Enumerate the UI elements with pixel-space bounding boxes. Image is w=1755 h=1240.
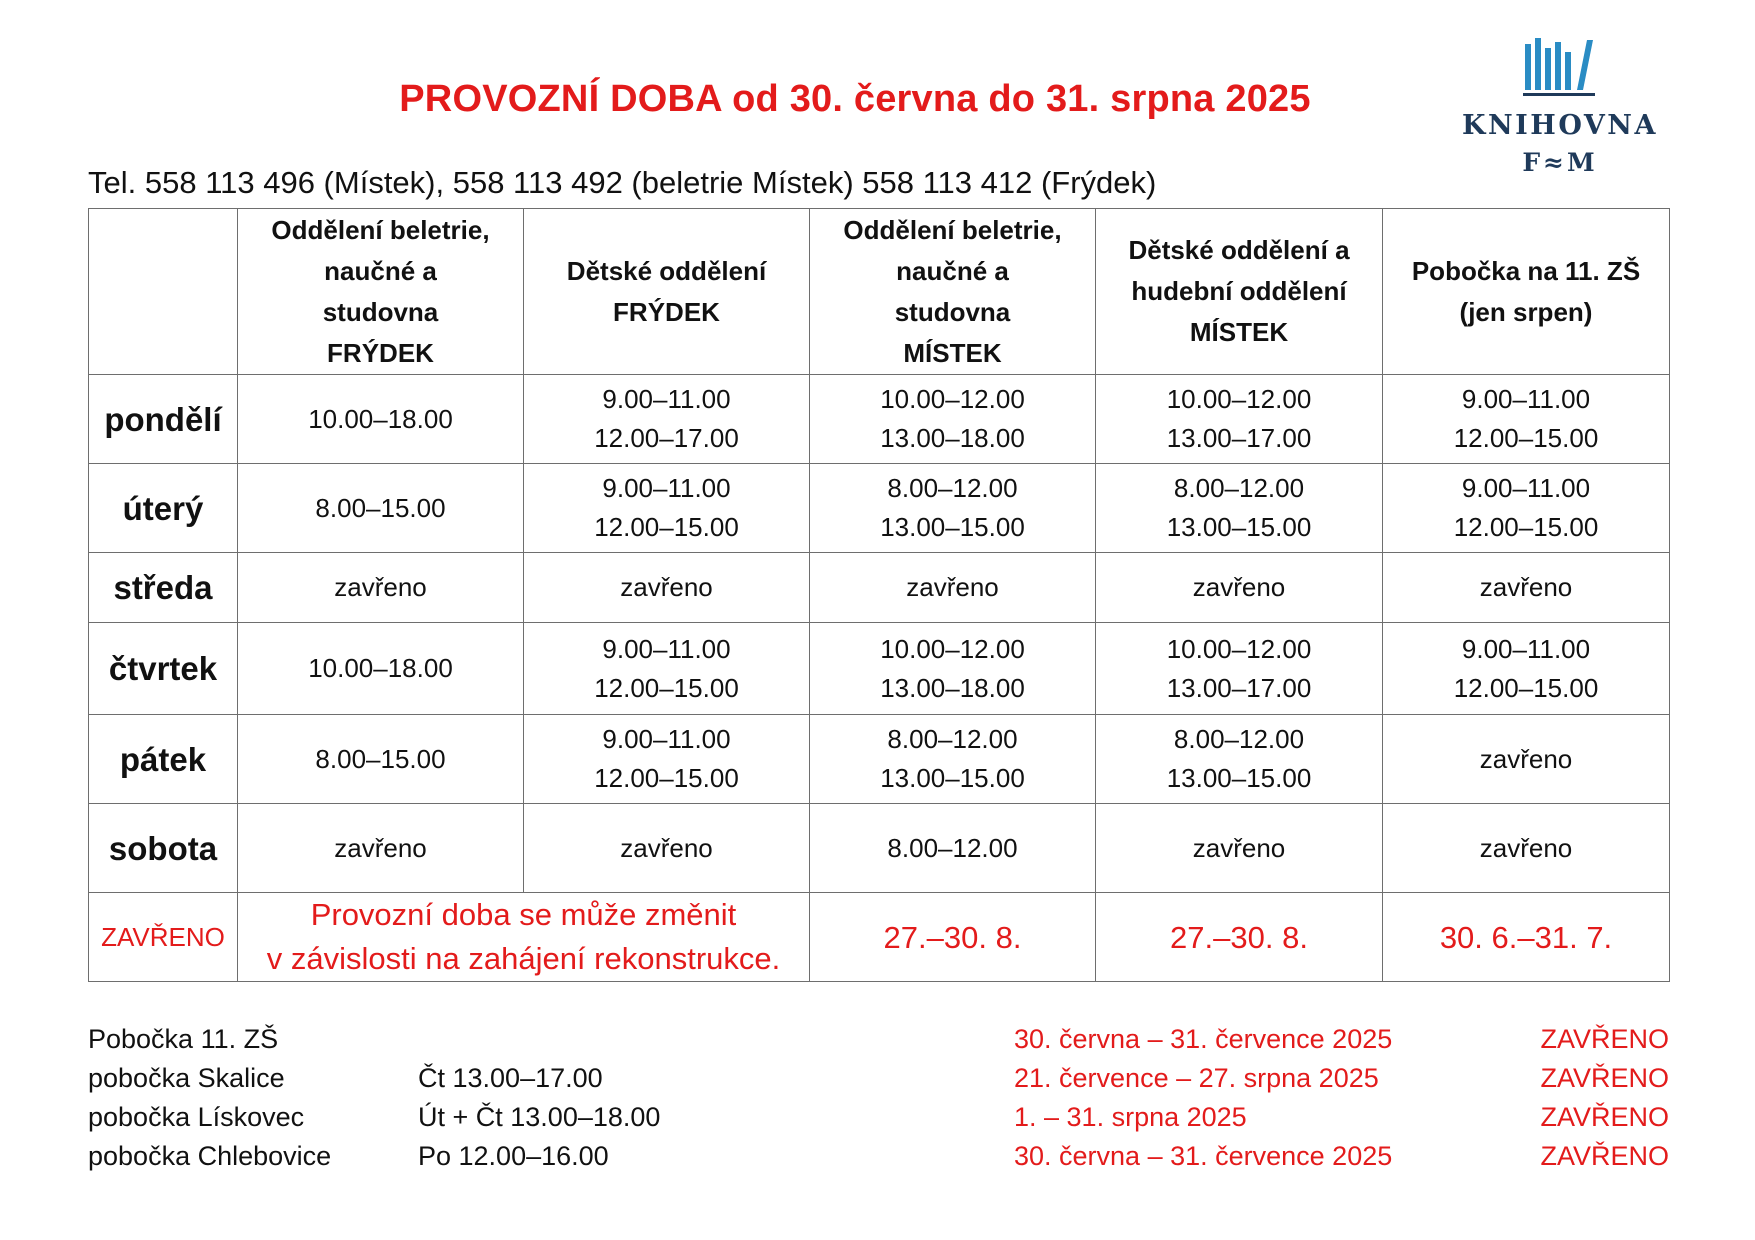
hours-cell: zavřeno: [1096, 804, 1383, 893]
list-item: [88, 1141, 1669, 1180]
branch-closed-period: 1. – 31. srpna 2025: [1014, 1102, 1247, 1132]
list-item: [88, 1024, 1669, 1063]
table-row: [89, 804, 1670, 893]
logo-name: KNIHOVNA: [1462, 110, 1658, 141]
branches-list: [88, 1024, 1669, 1180]
hours-cell: zavřeno: [238, 804, 524, 893]
branch-hours: Čt 13.00–17.00: [418, 1063, 603, 1093]
hours-cell: 10.00–18.00: [238, 375, 524, 464]
day-label: čtvrtek: [89, 623, 238, 715]
table-header-row: [89, 209, 1670, 375]
hours-cell: zavřeno: [1096, 553, 1383, 623]
table-row: [89, 375, 1670, 464]
hours-cell: 8.00–12.00 13.00–15.00: [810, 715, 1096, 804]
hours-cell: zavřeno: [810, 553, 1096, 623]
hours-cell: 8.00–12.00 13.00–15.00: [810, 464, 1096, 553]
list-item: [88, 1063, 1669, 1102]
closed-range: 27.–30. 8.: [1096, 893, 1383, 982]
reconstruction-note: Provozní doba se může změnit v závislosti na zahájení rekonstrukce.: [238, 893, 810, 982]
books-logo-icon: [1523, 36, 1597, 98]
branch-closed-period: 30. června – 31. července 2025: [1014, 1024, 1393, 1054]
header-cell: Pobočka na 11. ZŠ (jen srpen): [1383, 209, 1670, 375]
hours-cell: zavřeno: [524, 804, 810, 893]
hours-cell: 8.00–12.00 13.00–15.00: [1096, 464, 1383, 553]
hours-cell: 9.00–11.00 12.00–17.00: [524, 375, 810, 464]
table-row: [89, 464, 1670, 553]
day-label: pondělí: [89, 375, 238, 464]
hours-cell: zavřeno: [238, 553, 524, 623]
hours-cell: 9.00–11.00 12.00–15.00: [524, 623, 810, 715]
header-cell: Oddělení beletrie, naučné a studovna FRÝDEK: [238, 209, 524, 375]
header-cell: Dětské oddělení a hudební oddělení MÍSTEK: [1096, 209, 1383, 375]
branch-status: ZAVŘENO: [1540, 1024, 1669, 1054]
closed-row: [89, 893, 1670, 982]
header-cell: Oddělení beletrie, naučné a studovna MÍSTEK: [810, 209, 1096, 375]
hours-cell: 10.00–12.00 13.00–18.00: [810, 623, 1096, 715]
branch-name: pobočka Chlebovice: [88, 1141, 332, 1171]
hours-cell: 9.00–11.00 12.00–15.00: [1383, 623, 1670, 715]
logo-subtitle: F≈M: [1522, 148, 1598, 177]
table-row: [89, 715, 1670, 804]
branch-status: ZAVŘENO: [1540, 1102, 1669, 1132]
hours-cell: 10.00–12.00 13.00–17.00: [1096, 375, 1383, 464]
hours-cell: 10.00–12.00 13.00–17.00: [1096, 623, 1383, 715]
list-item: [88, 1102, 1669, 1141]
branch-closed-period: 21. července – 27. srpna 2025: [1014, 1063, 1379, 1093]
day-label: pátek: [89, 715, 238, 804]
table-row: [89, 553, 1670, 623]
day-label: úterý: [89, 464, 238, 553]
branch-name: Pobočka 11. ZŠ: [88, 1024, 279, 1054]
day-label: středa: [89, 553, 238, 623]
header-cell: Dětské oddělení FRÝDEK: [524, 209, 810, 375]
hours-cell: 10.00–12.00 13.00–18.00: [810, 375, 1096, 464]
hours-cell: 9.00–11.00 12.00–15.00: [524, 464, 810, 553]
hours-cell: zavřeno: [1383, 804, 1670, 893]
hours-cell: 8.00–15.00: [238, 715, 524, 804]
hours-cell: 10.00–18.00: [238, 623, 524, 715]
hours-cell: 9.00–11.00 12.00–15.00: [1383, 375, 1670, 464]
branch-name: pobočka Skalice: [88, 1063, 285, 1093]
branch-hours: Po 12.00–16.00: [418, 1141, 609, 1171]
hours-cell: zavřeno: [524, 553, 810, 623]
day-label: sobota: [89, 804, 238, 893]
hours-cell: zavřeno: [1383, 715, 1670, 804]
branch-status: ZAVŘENO: [1540, 1141, 1669, 1171]
closed-label: ZAVŘENO: [89, 893, 238, 982]
hours-cell: 8.00–12.00 13.00–15.00: [1096, 715, 1383, 804]
header-empty-cell: [89, 209, 238, 375]
table-row: [89, 623, 1670, 715]
hours-cell: 9.00–11.00 12.00–15.00: [524, 715, 810, 804]
hours-cell: zavřeno: [1383, 553, 1670, 623]
hours-cell: 9.00–11.00 12.00–15.00: [1383, 464, 1670, 553]
hours-cell: 8.00–15.00: [238, 464, 524, 553]
phone-numbers: Tel. 558 113 496 (Místek), 558 113 492 (beletrie Místek) 558 113 412 (Frýdek): [88, 165, 1157, 200]
branch-hours: Út + Čt 13.00–18.00: [418, 1102, 661, 1132]
library-logo: [1455, 30, 1665, 190]
branch-status: ZAVŘENO: [1540, 1063, 1669, 1093]
branch-name: pobočka Lískovec: [88, 1102, 305, 1132]
closed-range: 30. 6.–31. 7.: [1383, 893, 1670, 982]
page-title: PROVOZNÍ DOBA od 30. června do 31. srpna 2025: [399, 78, 1311, 120]
closed-range: 27.–30. 8.: [810, 893, 1096, 982]
branch-closed-period: 30. června – 31. července 2025: [1014, 1141, 1393, 1171]
hours-cell: 8.00–12.00: [810, 804, 1096, 893]
opening-hours-table: [88, 208, 1670, 982]
